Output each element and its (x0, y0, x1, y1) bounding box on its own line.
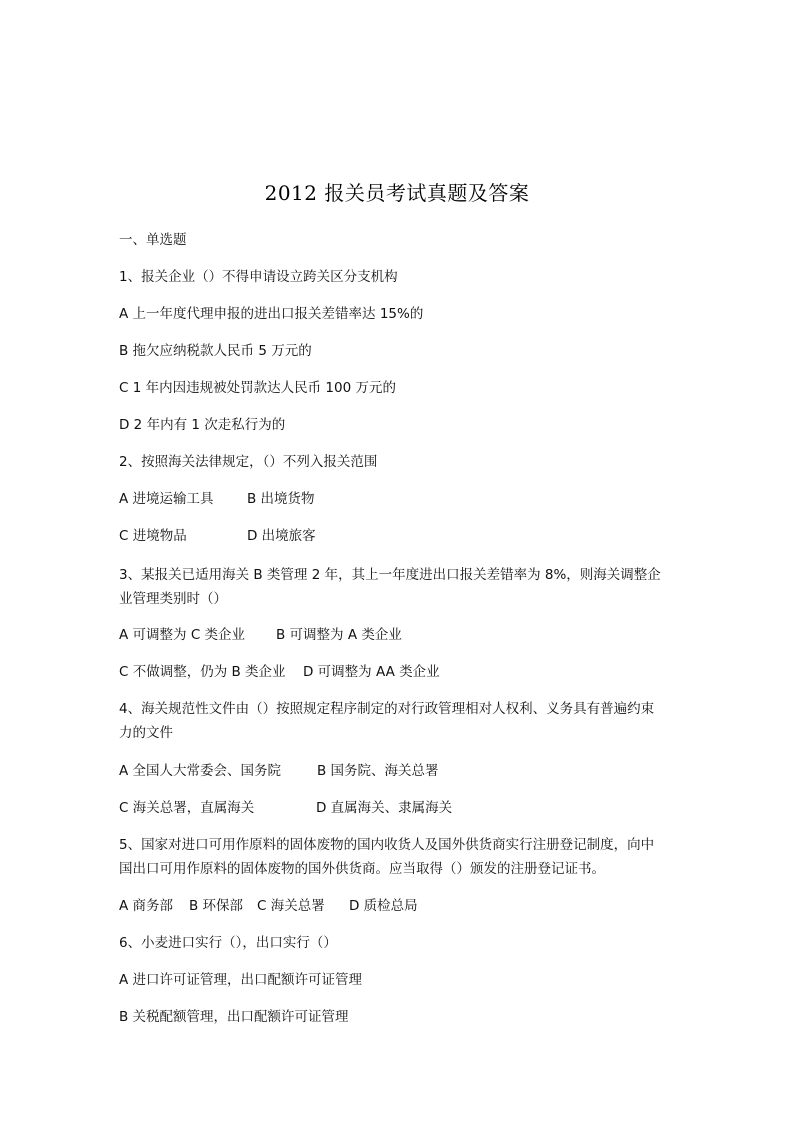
question-6-option-a: A 进口许可证管理，出口配额许可证管理 (119, 972, 363, 988)
question-1-option-d: D 2 年内有 1 次走私行为的 (119, 417, 286, 433)
question-2-stem: 2、按照海关法律规定，（）不列入报关范围 (119, 454, 378, 470)
question-3-option-d: D 可调整为 AA 类企业 (303, 664, 440, 680)
question-3-option-a: A 可调整为 C 类企业 (119, 627, 246, 643)
question-4-stem-line-2: 力的文件 (119, 725, 173, 741)
document-title: 2012 报关员考试真题及答案 (264, 181, 530, 205)
question-5-option-b: B 环保部 (189, 898, 244, 914)
question-1-option-b: B 拖欠应纳税款人民币 5 万元的 (119, 343, 312, 359)
question-3-stem-line-1: 3、某报关已适用海关 B 类管理 2 年，其上一年度进出口报关差错率为 8%，则海关调整企 (119, 567, 661, 583)
section-heading: 一、单选题 (119, 232, 187, 248)
question-2-option-d: D 出境旅客 (247, 528, 316, 544)
question-2-option-b: B 出境货物 (247, 491, 315, 507)
question-5-option-c: C 海关总署 (257, 898, 325, 914)
question-3-option-b: B 可调整为 A 类企业 (276, 627, 402, 643)
question-3-stem-line-2: 业管理类别时（） (119, 591, 227, 607)
question-4-option-a: A 全国人大常委会、国务院 (119, 763, 282, 779)
question-3-option-c: C 不做调整，仍为 B 类企业 (119, 664, 286, 680)
question-4-option-d: D 直属海关、隶属海关 (316, 800, 453, 816)
question-5-stem-line-1: 5、国家对进口可用作原料的固体废物的国内收货人及国外供货商实行注册登记制度，向中 (119, 837, 655, 853)
question-4-option-b: B 国务院、海关总署 (317, 763, 439, 779)
question-1-option-c: C 1 年内因违规被处罚款达人民币 100 万元的 (119, 380, 396, 396)
question-2-option-a: A 进境运输工具 (119, 491, 214, 507)
question-5-option-d: D 质检总局 (349, 898, 418, 914)
question-1-stem: 1、报关企业（）不得申请设立跨关区分支机构 (119, 269, 398, 285)
question-5-option-a: A 商务部 (119, 898, 174, 914)
question-4-option-c: C 海关总署，直属海关 (119, 800, 255, 816)
question-6-stem: 6、小麦进口实行（），出口实行（） (119, 935, 337, 951)
question-2-option-c: C 进境物品 (119, 528, 187, 544)
question-4-stem-line-1: 4、海关规范性文件由（）按照规定程序制定的对行政管理相对人权利、义务具有普遍约束 (119, 701, 655, 717)
question-5-stem-line-2: 国出口可用作原料的固体废物的国外供货商。应当取得（）颁发的注册登记证书。 (119, 861, 605, 877)
question-6-option-b: B 关税配额管理，出口配额许可证管理 (119, 1009, 349, 1025)
question-1-option-a: A 上一年度代理申报的进出口报关差错率达 15%的 (119, 306, 424, 322)
